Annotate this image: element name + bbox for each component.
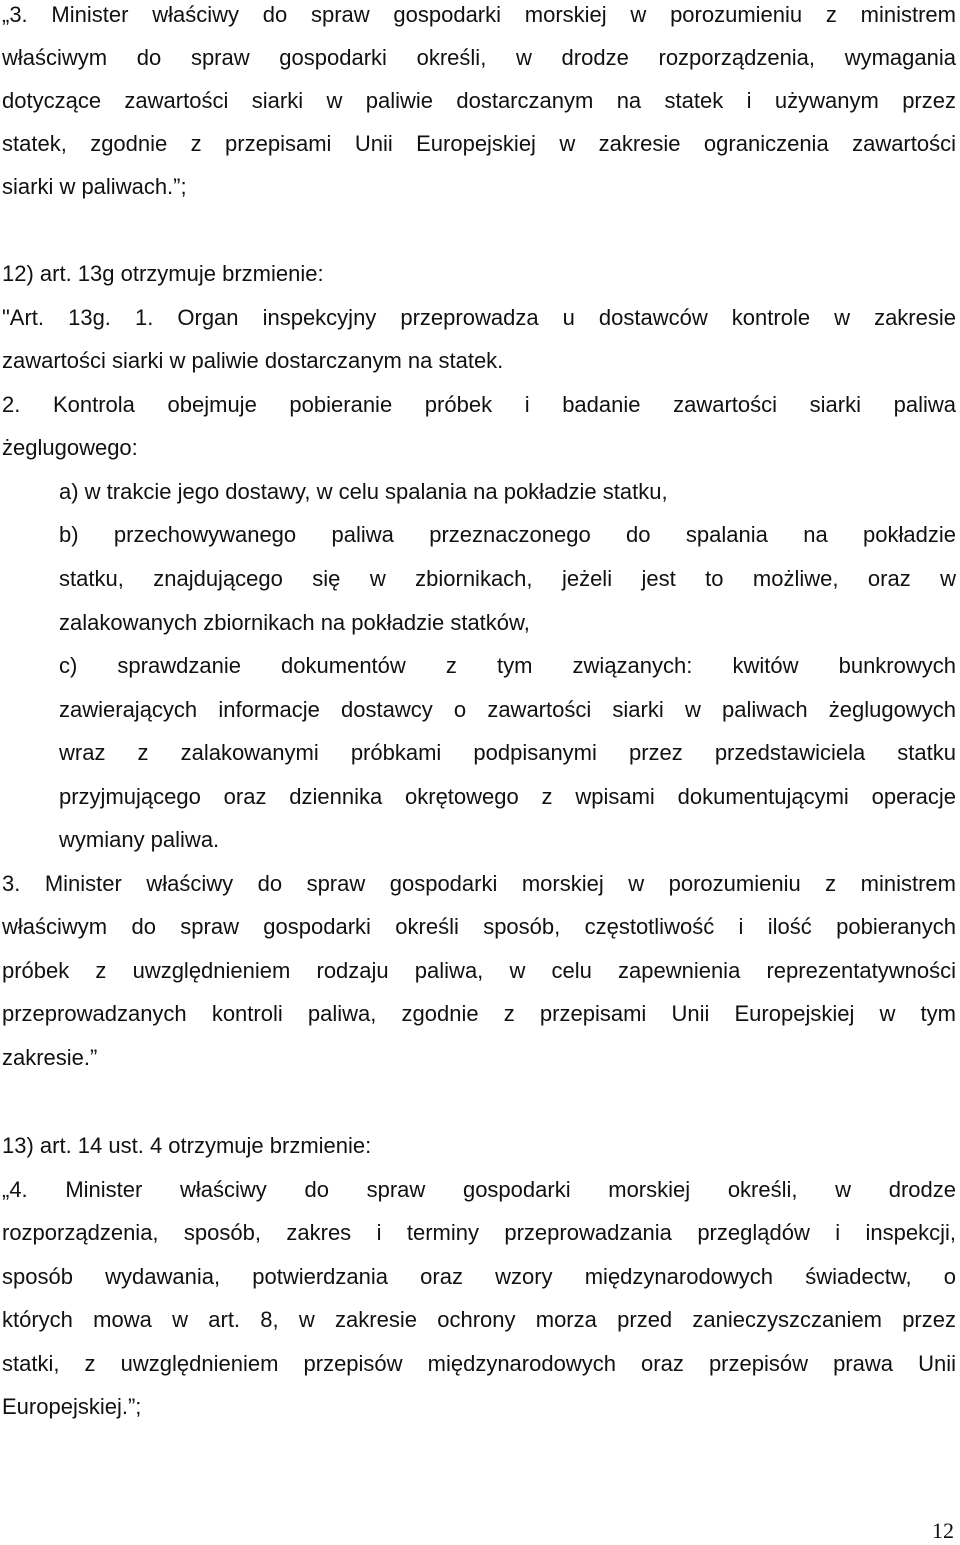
- text-line: sposób wydawania, potwierdzania oraz wzory międzynarodowych świadectw, o: [2, 1264, 956, 1289]
- text-line: zakresie.”: [2, 1045, 98, 1070]
- text-line: 2. Kontrola obejmuje pobieranie próbek i badanie zawartości siarki paliwa: [2, 392, 956, 417]
- text-line: wymiany paliwa.: [59, 827, 220, 852]
- text-line: 3. Minister właściwy do spraw gospodarki morskiej w porozumieniu z ministrem: [2, 871, 956, 896]
- text-line: przyjmującego oraz dziennika okrętowego z wpisami dokumentującymi operacje: [59, 784, 956, 809]
- text-line: właściwym do spraw gospodarki określi sposób, częstotliwość i ilość pobieranych: [2, 914, 956, 939]
- text-line: „3. Minister właściwy do spraw gospodarki morskiej w porozumieniu z ministrem: [2, 2, 956, 27]
- text-line: żeglugowego:: [2, 435, 138, 460]
- text-line: zawierających informacje dostawcy o zawartości siarki w paliwach żeglugowych: [59, 697, 956, 722]
- text-line: zalakowanych zbiornikach na pokładzie statków,: [59, 610, 530, 635]
- list-item-b: b) przechowywanego paliwa przeznaczonego do spalania na pokładzie: [59, 522, 956, 547]
- text-line: dotyczące zawartości siarki w paliwie dostarczanym na statek i używanym przez: [2, 88, 956, 113]
- page-number: 12: [932, 1518, 954, 1543]
- text-line: statki, z uwzględnieniem przepisów międzynarodowych oraz przepisów prawa Unii: [2, 1351, 956, 1376]
- text-line: "Art. 13g. 1. Organ inspekcyjny przeprowadza u dostawców kontrole w zakresie: [2, 305, 956, 330]
- text-line: próbek z uwzględnieniem rodzaju paliwa, w celu zapewnienia reprezentatywności: [2, 958, 956, 983]
- text-line: siarki w paliwach.”;: [2, 174, 187, 199]
- amendment-heading: 12) art. 13g otrzymuje brzmienie:: [2, 261, 324, 286]
- text-line: wraz z zalakowanymi próbkami podpisanymi przez przedstawiciela statku: [59, 740, 956, 765]
- text-line: statku, znajdującego się w zbiornikach, jeżeli jest to możliwe, oraz w: [59, 566, 956, 591]
- text-line: których mowa w art. 8, w zakresie ochrony morza przed zanieczyszczaniem przez: [2, 1307, 956, 1332]
- list-item-a: a) w trakcie jego dostawy, w celu spalania na pokładzie statku,: [59, 479, 668, 504]
- text-line: przeprowadzanych kontroli paliwa, zgodnie z przepisami Unii Europejskiej w tym: [2, 1001, 956, 1026]
- text-line: zawartości siarki w paliwie dostarczanym na statek.: [2, 348, 504, 373]
- text-line: Europejskiej.”;: [2, 1394, 142, 1419]
- text-line: statek, zgodnie z przepisami Unii Europejskiej w zakresie ograniczenia zawartości: [2, 131, 956, 156]
- text-line: „4. Minister właściwy do spraw gospodarki morskiej określi, w drodze: [2, 1177, 956, 1202]
- amendment-heading: 13) art. 14 ust. 4 otrzymuje brzmienie:: [2, 1133, 372, 1158]
- text-line: właściwym do spraw gospodarki określi, w drodze rozporządzenia, wymagania: [2, 45, 956, 70]
- list-item-c: c) sprawdzanie dokumentów z tym związanych: kwitów bunkrowych: [59, 653, 956, 678]
- text-line: rozporządzenia, sposób, zakres i terminy przeprowadzania przeglądów i inspekcji,: [2, 1220, 956, 1245]
